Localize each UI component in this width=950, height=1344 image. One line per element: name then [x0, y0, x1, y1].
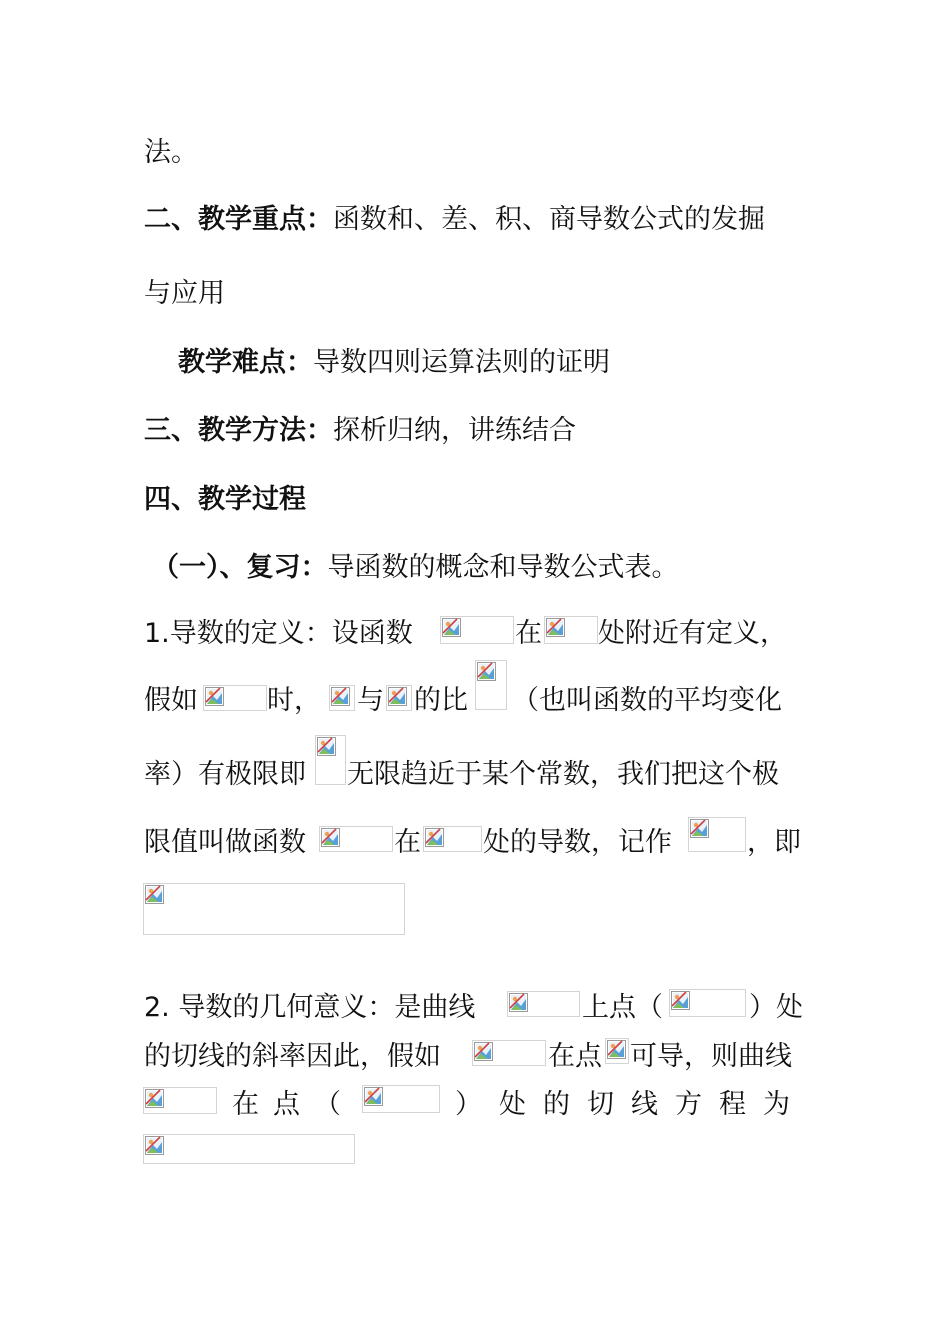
- broken-image-icon: [386, 685, 412, 711]
- text: 处附近有定义，: [598, 618, 787, 649]
- text: 在点: [548, 1041, 602, 1072]
- text: 导数四则运算法则的证明: [313, 347, 610, 378]
- broken-image-icon: [319, 826, 393, 852]
- broken-image-icon: [329, 685, 355, 711]
- broken-image-icon: [688, 817, 746, 852]
- text: 的比: [414, 685, 468, 716]
- broken-image-icon: [507, 991, 580, 1017]
- text: ）处的切线方程为: [455, 1089, 807, 1120]
- text: 与: [357, 685, 384, 716]
- text: 在: [394, 827, 421, 858]
- line-2: [144, 277, 225, 311]
- broken-image-icon: [203, 685, 267, 711]
- broken-image-icon: [669, 989, 746, 1017]
- broken-image-icon: [143, 1134, 355, 1164]
- text: 的切线的斜率因此，假如: [144, 1041, 441, 1072]
- line-4: [144, 414, 576, 448]
- broken-image-icon: [440, 616, 514, 644]
- line-3: [178, 346, 610, 380]
- line-5: [144, 483, 306, 517]
- subsection-heading-review: （一）、复习：: [152, 552, 328, 583]
- section-heading-difficulty: 教学难点：: [178, 347, 313, 378]
- broken-image-icon: [605, 1038, 629, 1064]
- broken-image-icon: [544, 616, 598, 644]
- text: 导函数的概念和导数公式表。: [327, 552, 679, 583]
- broken-image-icon: [315, 735, 346, 785]
- broken-image-icon: [143, 883, 405, 935]
- text: 2. 导数的几何意义：是曲线: [144, 992, 476, 1023]
- broken-image-icon: [475, 660, 507, 710]
- text: 法。: [144, 137, 198, 168]
- text: ，即: [747, 827, 801, 858]
- text: 函数和、差、积、商导数公式的发掘: [333, 204, 765, 235]
- text: ）处: [749, 992, 803, 1023]
- text: 假如: [144, 685, 198, 716]
- text: （也叫函数的平均变化: [512, 685, 782, 716]
- text: 无限趋近于某个常数，我们把这个极: [347, 759, 779, 790]
- text: 限值叫做函数: [144, 827, 306, 858]
- text: 探析归纳，讲练结合: [333, 415, 576, 446]
- line-6: [152, 551, 679, 585]
- section-heading-process: 四、教学过程: [144, 484, 306, 515]
- text: 在点（: [232, 1089, 355, 1120]
- text: 时，: [267, 685, 321, 716]
- broken-image-icon: [423, 826, 482, 852]
- line-1: [144, 203, 765, 237]
- broken-image-icon: [143, 1087, 217, 1114]
- section-heading-key-points: 二、教学重点：: [144, 204, 333, 235]
- broken-image-icon: [472, 1040, 546, 1066]
- text: 上点（: [582, 992, 663, 1023]
- text: 1.导数的定义：设函数: [144, 618, 413, 649]
- line-0: [144, 136, 198, 170]
- text: 与应用: [144, 278, 225, 309]
- text: 可导，则曲线: [630, 1041, 792, 1072]
- text: 率）有极限即: [144, 759, 306, 790]
- text: 在: [515, 618, 542, 649]
- broken-image-icon: [362, 1085, 440, 1113]
- text: 处的导数，记作: [483, 827, 672, 858]
- section-heading-method: 三、教学方法：: [144, 415, 333, 446]
